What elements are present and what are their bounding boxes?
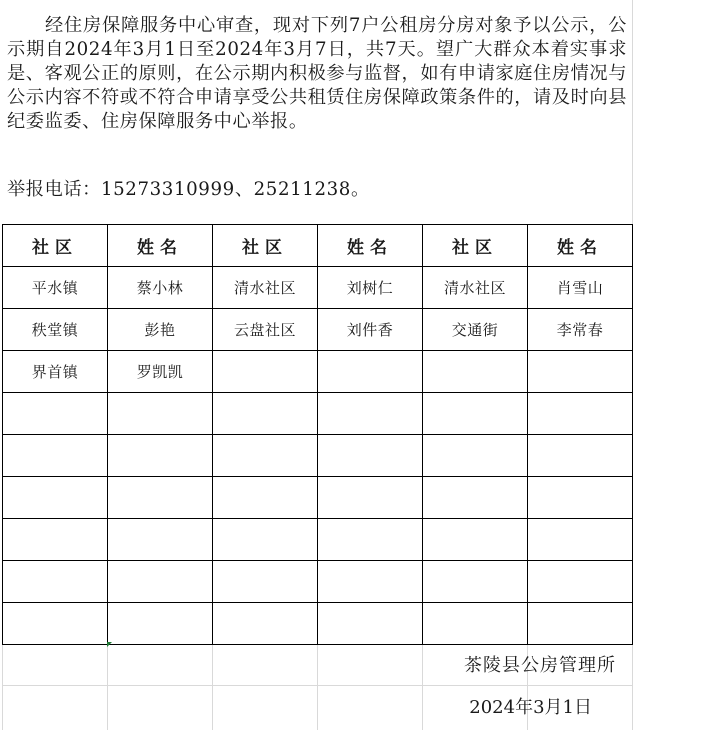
community-cell[interactable]: 清水社区 [423,267,528,309]
resident-name-cell[interactable] [318,561,423,603]
issuing-organization: 茶陵县公房管理所 [464,655,616,676]
resident-name-cell[interactable] [108,561,213,603]
table-row [3,267,633,309]
resident-name-cell[interactable] [318,603,423,645]
resident-name-cell[interactable]: 李常春 [528,309,633,351]
resident-name-cell[interactable] [108,477,213,519]
resident-name-cell[interactable] [108,393,213,435]
resident-name-cell[interactable]: 彭艳 [108,309,213,351]
community-cell[interactable] [3,435,108,477]
resident-name-cell[interactable] [528,561,633,603]
report-hotline: 举报电话：15273310999、25211238。 [7,179,370,200]
community-cell[interactable] [423,435,528,477]
resident-name-cell[interactable] [318,435,423,477]
issue-date: 2024年3月1日 [469,697,592,718]
community-cell[interactable]: 云盘社区 [213,309,318,351]
header-name: 姓名 [528,225,633,267]
allocation-table [2,224,633,645]
community-cell[interactable] [213,351,318,393]
resident-name-cell[interactable] [108,435,213,477]
resident-name-cell[interactable] [528,603,633,645]
resident-name-cell[interactable] [528,435,633,477]
community-cell[interactable]: 清水社区 [213,267,318,309]
table-header-row [3,225,633,267]
resident-name-cell[interactable] [318,351,423,393]
table-row [3,309,633,351]
resident-name-cell[interactable]: 刘树仁 [318,267,423,309]
community-cell[interactable] [3,603,108,645]
resident-name-cell[interactable] [528,519,633,561]
resident-name-cell[interactable]: 罗凯凯 [108,351,213,393]
table-row [3,435,633,477]
resident-name-cell[interactable] [528,393,633,435]
resident-name-cell[interactable] [318,477,423,519]
gridline-vertical [317,643,318,730]
community-cell[interactable] [213,393,318,435]
resident-name-cell[interactable]: 蔡小林 [108,267,213,309]
table-row [3,603,633,645]
resident-name-cell[interactable] [528,351,633,393]
header-community: 社区 [3,225,108,267]
table-row [3,519,633,561]
resident-name-cell[interactable] [318,393,423,435]
community-cell[interactable] [423,603,528,645]
community-cell[interactable]: 秩堂镇 [3,309,108,351]
table-row [3,351,633,393]
header-name: 姓名 [318,225,423,267]
community-cell[interactable] [423,477,528,519]
resident-name-cell[interactable] [108,519,213,561]
header-community: 社区 [423,225,528,267]
table-row [3,561,633,603]
resident-name-cell[interactable] [318,519,423,561]
resident-name-cell[interactable] [108,603,213,645]
community-cell[interactable]: 界首镇 [3,351,108,393]
header-community: 社区 [213,225,318,267]
community-cell[interactable] [213,519,318,561]
community-cell[interactable] [3,519,108,561]
table-row [3,393,633,435]
community-cell[interactable] [423,519,528,561]
community-cell[interactable] [3,477,108,519]
notice-paragraph: 经住房保障服务中心审查，现对下列7户公租房分房对象予以公示，公示期自2024年3月1日至2024年3月7日，共7天。望广大群众本着实事求是、客观公正的原则，在公示期内积极参与监督，如有申请家庭住房情况与公示内容不符或不符合申请享受公共租赁住房保障政策条件的，请及时向县纪委监委、住房保障服务中心举报。 [7,15,627,132]
community-cell[interactable] [3,561,108,603]
community-cell[interactable] [423,393,528,435]
gridline-vertical [2,643,3,730]
gridline-vertical [107,643,108,730]
community-cell[interactable] [423,561,528,603]
community-cell[interactable] [423,351,528,393]
community-cell[interactable] [213,435,318,477]
community-cell[interactable] [213,603,318,645]
community-cell[interactable]: 交通街 [423,309,528,351]
header-name: 姓名 [108,225,213,267]
resident-name-cell[interactable]: 肖雪山 [528,267,633,309]
resident-name-cell[interactable] [528,477,633,519]
community-cell[interactable]: 平水镇 [3,267,108,309]
resident-name-cell[interactable]: 刘件香 [318,309,423,351]
table-row [3,477,633,519]
community-cell[interactable] [213,477,318,519]
active-cell-marker [107,642,112,647]
community-cell[interactable] [213,561,318,603]
community-cell[interactable] [3,393,108,435]
gridline-vertical [212,643,213,730]
